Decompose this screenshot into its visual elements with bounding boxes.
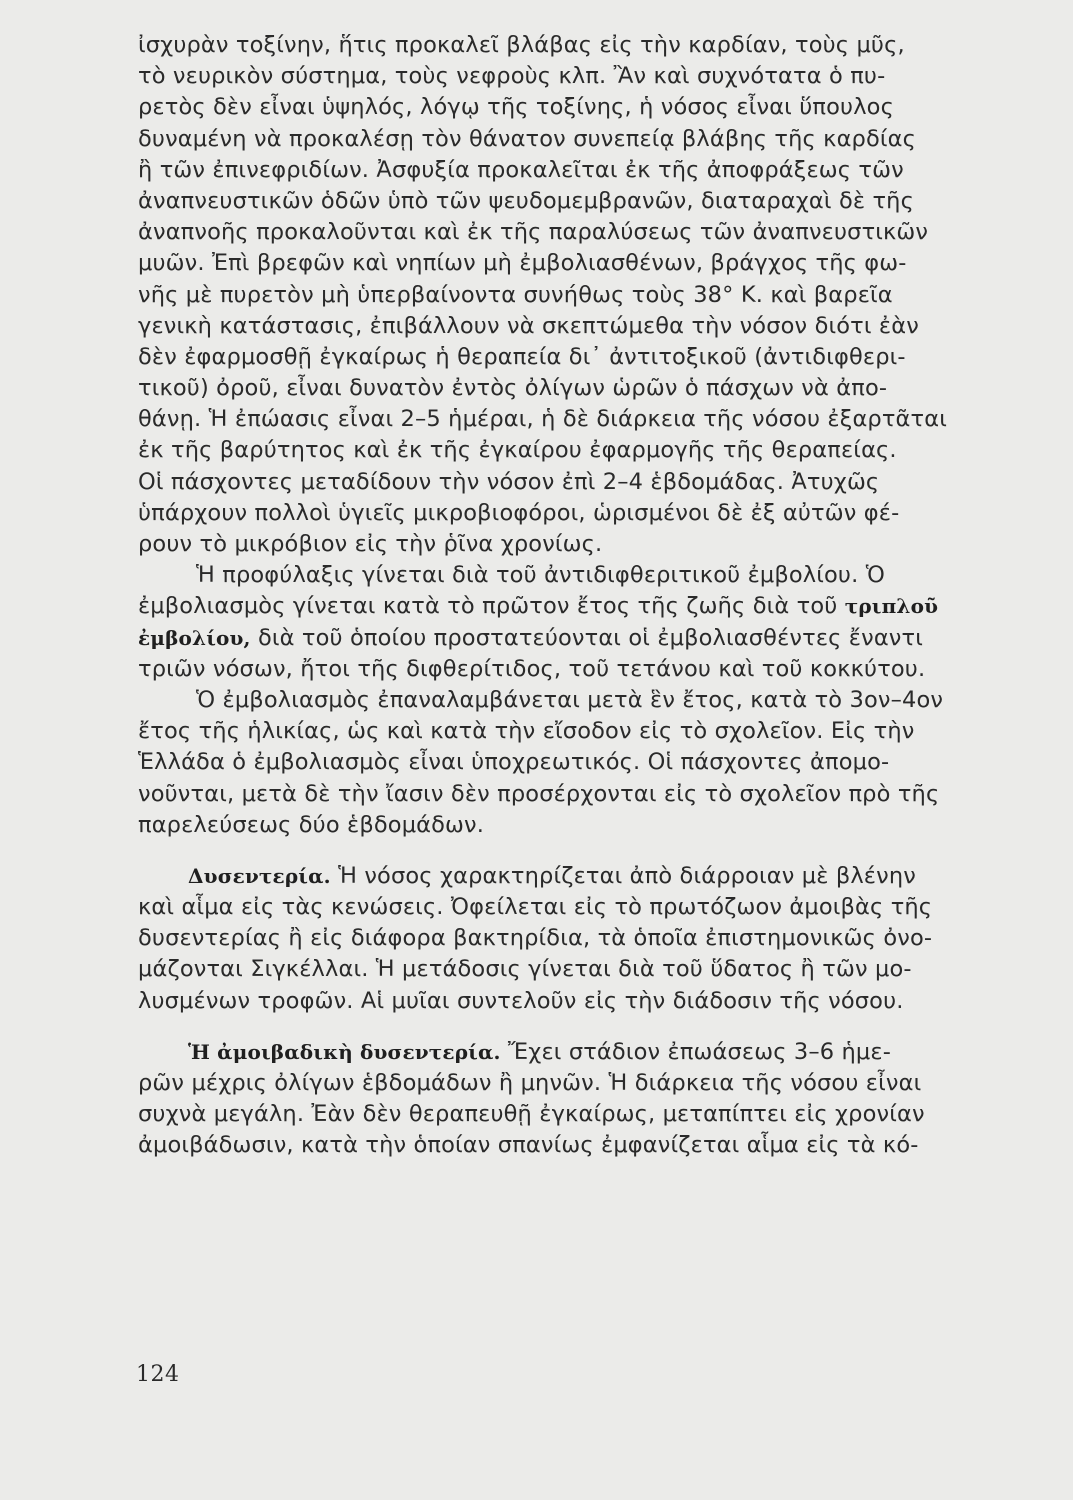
text-line: γενικὴ κατάστασις, ἐπιβάλλουν νὰ σκεπτώμεθα τὴν νόσον διότι ἐὰν bbox=[138, 312, 919, 339]
text-line: ἐκ τῆς βαρύτητος καὶ ἐκ τῆς ἐγκαίρου ἐφαρμογῆς τῆς θεραπείας. bbox=[138, 437, 897, 464]
text-line bbox=[138, 861, 994, 892]
section-heading: Δυσεντερία. bbox=[188, 863, 331, 888]
text-line: νῆς μὲ πυρετὸν μὴ ὑπερβαίνοντα συνήθως τοὺς 38° Κ. καὶ βαρεῖα bbox=[138, 281, 893, 308]
text-line: ἢ τῶν ἐπινεφριδίων. Ἀσφυξία προκαλεῖται ἐκ τῆς ἀποφράξεως τῶν bbox=[138, 156, 904, 183]
paragraph-gap bbox=[138, 841, 994, 861]
paragraph-prevention bbox=[138, 560, 994, 685]
text-line: τὸ νευρικὸν σύστημα, τοὺς νεφροὺς κλπ. Ἂν καὶ συχνότατα ὁ πυ- bbox=[138, 63, 886, 90]
text-line: ὑπάρχουν πολλοὶ ὑγιεῖς μικροβιοφόροι, ὡρισμένοι δὲ ἐξ αὐτῶν φέ- bbox=[138, 499, 900, 526]
text-line: ἀναπνευστικῶν ὁδῶν ὑπὸ τῶν ψευδομεμβρανῶν, διαταραχαὶ δὲ τῆς bbox=[138, 187, 914, 214]
text-line: ἀναπνοῆς προκαλοῦνται καὶ ἐκ τῆς παραλύσεως τῶν ἀναπνευστικῶν bbox=[138, 219, 929, 246]
text-line: δὲν ἐφαρμοσθῇ ἐγκαίρως ἡ θεραπεία δι᾽ ἀντιτοξικοῦ (ἀντιδιφθερι- bbox=[138, 343, 906, 370]
text-line: ρουν τὸ μικρόβιον εἰς τὴν ῥῖνα χρονίως. bbox=[138, 531, 603, 557]
text-line: παρελεύσεως δύο ἑβδομάδων. bbox=[138, 811, 485, 838]
text-line: συχνὰ μεγάλη. Ἐὰν δὲν θεραπευθῇ ἐγκαίρως, μεταπίπτει εἰς χρονίαν bbox=[138, 1101, 925, 1128]
text-line: Ὁ ἐμβολιασμὸς ἐπαναλαμβάνεται μετὰ ἓν ἔτος, κατὰ τὸ 3ον–4ον bbox=[196, 686, 944, 713]
text-line: Ἡ προφύλαξις γίνεται διὰ τοῦ ἀντιδιφθεριτικοῦ ἐμβολίου. Ὁ bbox=[196, 562, 885, 589]
text-span: Ἡ νόσος χαρακτηρίζεται ἀπὸ διάρροιαν μὲ βλένην bbox=[330, 862, 916, 889]
body-text bbox=[138, 30, 994, 1162]
text-line: τικοῦ) ὀροῦ, εἶναι δυνατὸν ἐντὸς ὀλίγων ὡρῶν ὁ πάσχων νὰ ἀπο- bbox=[138, 375, 888, 402]
text-line: τριῶν νόσων, ἤτοι τῆς διφθερίτιδος, τοῦ τετάνου καὶ τοῦ κοκκύτου. bbox=[138, 655, 926, 682]
text-line: δυσεντερίας ἢ εἰς διάφορα βακτηρίδια, τὰ ὁποῖα ἐπιστημονικῶς ὀνο- bbox=[138, 925, 933, 952]
emphasis-term: ἐμβολίου, bbox=[138, 625, 251, 650]
paragraph-diphtheria-symptoms bbox=[138, 30, 994, 560]
text-line: ρῶν μέχρις ὀλίγων ἑβδομάδων ἢ μηνῶν. Ἡ διάρκεια τῆς νόσου εἶναι bbox=[138, 1070, 922, 1096]
paragraph-dysentery bbox=[138, 861, 994, 1017]
text-line: μυῶν. Ἐπὶ βρεφῶν καὶ νηπίων μὴ ἐμβολιασθένων, βράγχος τῆς φω- bbox=[138, 250, 907, 277]
text-line: νοῦνται, μετὰ δὲ τὴν ἴασιν δὲν προσέρχονται εἰς τὸ σχολεῖον πρὸ τῆς bbox=[138, 780, 940, 807]
text-line: λυσμένων τροφῶν. Αἱ μυῖαι συντελοῦν εἰς τὴν διάδοσιν τῆς νόσου. bbox=[138, 987, 904, 1014]
text-line bbox=[138, 623, 994, 654]
text-line bbox=[138, 591, 994, 622]
paragraph-gap bbox=[138, 1017, 994, 1037]
paragraph-amoebic-dysentery bbox=[138, 1037, 994, 1162]
text-line: ἰσχυρὰν τοξίνην, ἥτις προκαλεῖ βλάβας εἰς τὴν καρδίαν, τοὺς μῦς, bbox=[138, 32, 905, 58]
text-line: ρετὸς δὲν εἶναι ὑψηλός, λόγῳ τῆς τοξίνης, ἡ νόσος εἶναι ὕπουλος bbox=[138, 94, 894, 121]
text-line: ἔτος τῆς ἡλικίας, ὡς καὶ κατὰ τὴν εἴσοδον εἰς τὸ σχολεῖον. Εἰς τὴν bbox=[138, 718, 915, 745]
text-line: δυναμένη νὰ προκαλέσῃ τὸν θάνατον συνεπείᾳ βλάβης τῆς καρδίας bbox=[138, 125, 916, 152]
text-span: διὰ τοῦ ὁποίου προστατεύονται οἱ ἐμβολιασθέντες ἔναντι bbox=[250, 624, 923, 651]
page-number: 124 bbox=[136, 1362, 180, 1387]
text-span: ἐμβολιασμὸς γίνεται κατὰ τὸ πρῶτον ἔτος τῆς ζωῆς διὰ τοῦ bbox=[138, 593, 845, 620]
section-heading: Ἡ ἀμοιβαδικὴ δυσεντερία. bbox=[188, 1039, 501, 1064]
text-line: μάζονται Σιγκέλλαι. Ἡ μετάδοσις γίνεται διὰ τοῦ ὕδατος ἢ τῶν μο- bbox=[138, 956, 912, 983]
text-line: θάνῃ. Ἡ ἐπώασις εἶναι 2–5 ἡμέραι, ἡ δὲ διάρκεια τῆς νόσου ἐξαρτᾶται bbox=[138, 406, 947, 433]
text-line bbox=[138, 1037, 994, 1068]
emphasis-term: τριπλοῦ bbox=[844, 594, 939, 619]
text-line: Ἑλλάδα ὁ ἐμβολιασμὸς εἶναι ὑποχρεωτικός. Οἱ πάσχοντες ἀπομο- bbox=[138, 749, 890, 776]
text-line: Οἱ πάσχοντες μεταδίδουν τὴν νόσον ἐπὶ 2–4 ἑβδομάδας. Ἀτυχῶς bbox=[138, 468, 880, 495]
text-line: καὶ αἷμα εἰς τὰς κενώσεις. Ὀφείλεται εἰς τὸ πρωτόζωον ἀμοιβὰς τῆς bbox=[138, 894, 933, 921]
text-span: Ἔχει στάδιον ἐπωάσεως 3–6 ἡμε- bbox=[500, 1038, 891, 1065]
paragraph-vaccination-schedule bbox=[138, 685, 994, 841]
text-line: ἀμοιβάδωσιν, κατὰ τὴν ὁποίαν σπανίως ἐμφανίζεται αἷμα εἰς τὰ κό- bbox=[138, 1132, 919, 1159]
